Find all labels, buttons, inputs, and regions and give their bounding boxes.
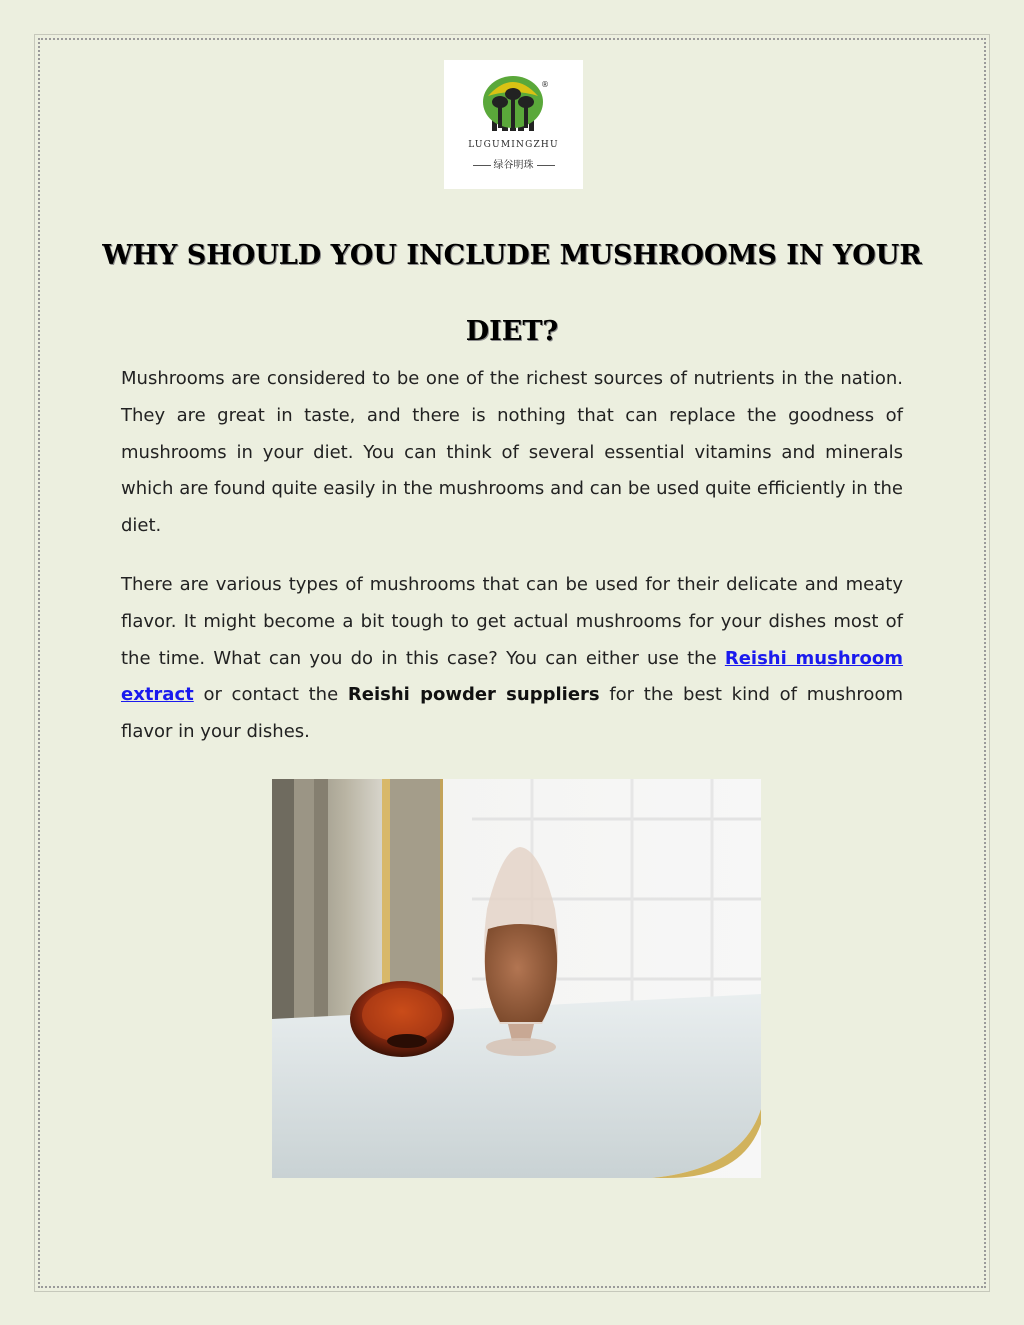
paragraph-text: There are various types of mushrooms that can be used for their delicate and meaty flavor. It might become a bit tough to get actual mushrooms for your dishes most of the time. What can you do in this case? You can either use the: [121, 573, 903, 669]
logo-brand-name: LUGUMINGZHU: [468, 140, 559, 150]
brand-logo: [444, 60, 583, 189]
paragraph-text: for the best kind of mushroom flavor in your dishes.: [121, 684, 903, 743]
mushroom-logo-icon: [444, 60, 583, 140]
paragraph-intro: Mushrooms are considered to be one of the richest sources of nutrients in the nation. They are great in taste, and there is nothing that can replace the goodness of mushrooms in your diet. You can think of several essential vitamins and minerals which are found quite easily in the mushrooms and can be used quite efficiently in the diet.: [121, 368, 903, 537]
paragraph-reishi: [121, 567, 903, 751]
paragraph-text: or contact the: [193, 684, 348, 706]
reishi-extract-link[interactable]: Reishi mushroom extract: [121, 647, 904, 706]
registered-mark: ®: [541, 80, 549, 89]
page-title: WHY SHOULD YOU INCLUDE MUSHROOMS IN YOUR DIET?: [102, 240, 922, 347]
logo-chinese-name: 绿谷明珠: [444, 156, 583, 171]
suppliers-bold-text: Reishi powder suppliers: [347, 684, 600, 706]
reishi-powder-and-mushroom-photo: [272, 779, 761, 1178]
article-body: [121, 361, 903, 773]
